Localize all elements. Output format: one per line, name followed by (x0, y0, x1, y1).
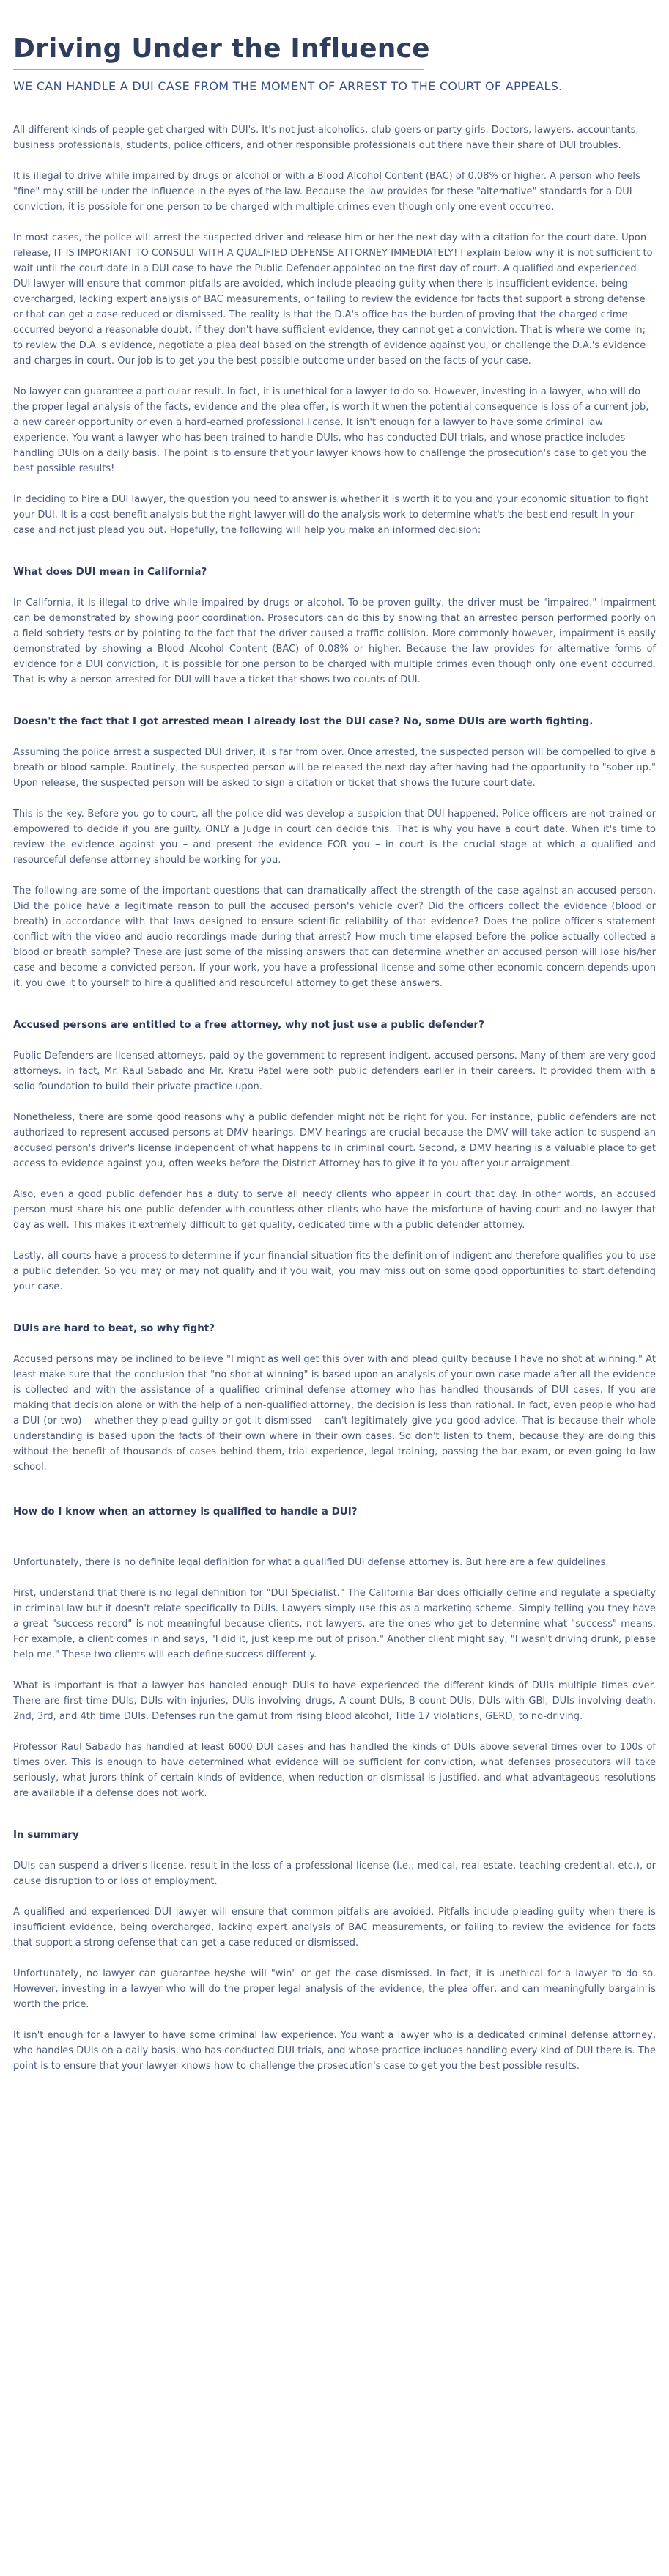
section-paragraph: Accused persons may be inclined to believe "I might as well get this over with and plead guilty because I have no shot at winning." At least make sure that the conclusion that "no shot at winning" is based upon an analysis of your own case made after all the evidence is collected and with the assistance of a qualified criminal defense attorney who has handled thousands of DUI cases. If you are making that decision alone or with the help of a non-qualified attorney, the decision is less than rational. In fact, even people who had a DUI (or two) – whether they plead guilty or got it dismissed – can't legitimately give you good advice. That is because their whole understanding is based upon the facts of their own where in their own cases. So don't listen to them, because they are doing this without the benefit of thousands of cases behind them, trial experience, legal training, passing the bar exam, or even going to law school. (13, 1354, 656, 1473)
section-paragraph: What is important is that a lawyer has handled enough DUIs to have experienced the different kinds of DUIs multiple times over. There are first time DUIs, DUIs with injuries, DUIs involving drugs, A-count DUIs, B-count DUIs, DUIs with GBI, DUIs involving death, 2nd, 3rd, and 4th time DUIs. Defenses run the gamut from rising blood alcohol, Title 17 violations, GERD, to no-driving. (13, 1680, 656, 1722)
section-paragraph: Professor Raul Sabado has handled at least 6000 DUI cases and has handled the kinds of DUIs above several times over to 100s of times over. This is enough to have determined what evidence will be sufficient for conviction, what defenses prosecutors will take seriously, what jurors think of certain kinds of evidence, when reduction or dismissal is justified, and what advantageous resolutions are available if a defense does not work. (13, 1742, 656, 1799)
title-divider (13, 69, 424, 70)
page-subtitle: WE CAN HANDLE A DUI CASE FROM THE MOMENT OF ARREST TO THE COURT OF APPEALS. (13, 79, 563, 93)
intro-paragraph: In deciding to hire a DUI lawyer, the question you need to answer is whether it is worth it to you and your economic situation to fight your DUI. It is a cost-benefit analysis but the right lawyer will do the analysis work to determine what's the best end result in your case and not just plead you out. Hopefully, the following will help you make an informed decision: (13, 494, 649, 536)
page-title: Driving Under the Influence (13, 34, 430, 64)
section-paragraph: Unfortunately, no lawyer can guarantee he/she will "win" or get the case dismissed. In fact, it is unethical for a lawyer to do so. However, investing in a lawyer who will do the proper legal analysis of the evidence, the plea offer, and can meaningfully bargain is worth the price. (13, 1968, 656, 2010)
section-paragraph: First, understand that there is no legal definition for "DUI Specialist." The California Bar does officially define and regulate a specialty in criminal law but it doesn't relate specifically to DUIs. Lawyers simply use this as a marketing scheme. Simply telling you they have a great "success record" is not meaningful because clients, not lawyers, are the ones who get to determine what "success" means. For example, a client comes in and says, "I did it, just keep me out of prison." Another client might say, "I wasn't driving drunk, please help me." These two clients will each define success differently. (13, 1588, 656, 1660)
section-paragraph: Assuming the police arrest a suspected DUI driver, it is far from over. Once arrested, the suspected person will be compelled to give a breath or blood sample. Routinely, the suspected person will be released the next day after having had the opportunity to "sober up." Upon release, the suspected person will be asked to sign a citation or ticket that shows the future court date. (13, 747, 656, 789)
section-heading: How do I know when an attorney is qualified to handle a DUI? (13, 1506, 358, 1517)
section-heading: DUIs are hard to beat, so why fight? (13, 1322, 215, 1334)
intro-paragraph: It is illegal to drive while impaired by drugs or alcohol or with a Blood Alcohol Content (BAC) of 0.08% or higher. A person who feels "fine" may still be under the influence in the eyes of the law. Because the law provides for these "alternative" standards for a DUI conviction, it is possible for one person to be charged with multiple crimes even though only one event occurred. (13, 171, 640, 213)
section-heading: In summary (13, 1829, 79, 1841)
intro-paragraph: No lawyer can guarantee a particular result. In fact, it is unethical for a lawyer to do so. However, investing in a lawyer, who will do the proper legal analysis of the facts, evidence and the plea offer, is worth it when the potential consequence is loss of a current job, a new career opportunity or even a hard-earned professional license. It isn't enough for a lawyer to have some criminal law experience. You want a lawyer who has been trained to handle DUIs, who has conducted DUI trials, and whose practice includes handling DUIs on a daily basis. The point is to ensure that your lawyer knows how to challenge the prosecution's case to get you the best possible results! (13, 386, 649, 474)
section-paragraph: In California, it is illegal to drive while impaired by drugs or alcohol. To be proven guilty, the driver must be "impaired." Impairment can be demonstrated by showing poor coordination. Prosecutors can do this by showing that an arrested person performed poorly on a field sobriety tests or by pointing to the fact that the driver caused a traffic collision. More commonly however, impairment is easily demonstrated by showing a Blood Alcohol Content (BAC) of 0.08% or higher. Because the law provides for alternative forms of evidence for a DUI conviction, it is possible for one person to be charged with multiple crimes even though only one event occurred. That is why a person arrested for DUI will have a ticket that shows two counts of DUI. (13, 597, 656, 685)
section-paragraph: Unfortunately, there is no definite legal definition for what a qualified DUI defense attorney is. But here are a few guidelines. (13, 1557, 609, 1568)
intro-paragraph: In most cases, the police will arrest the suspected driver and release him or her the next day with a citation for the court date. Upon release, IT IS IMPORTANT TO CONSULT WITH A QUALIFIED DEFENSE ATTORNEY IMMEDIATELY! I explain below why it is not sufficient to wait until the court date in a DUI case to have the Public Defender appointed on the first day of court. A qualified and experienced DUI lawyer will ensure that common pitfalls are avoided, which include pleading guilty when there is insufficient evidence, being overcharged, lacking expert analysis of BAC measurements, or failing to review the evidence for facts that support a strong defense or that can get a case reduced or dismissed. The reality is that the D.A's office has the burden of proving that the charged crime occurred beyond a reasonable doubt. If they don't have sufficient evidence, they cannot get a conviction. That is where we come in; to review the D.A.'s evidence, negotiate a plea deal based on the strength of evidence against you, or challenge the D.A.'s evidence and charges in court. Our job is to get you the best possible outcome under based on the facts of your case. (13, 232, 653, 367)
section-heading: What does DUI mean in California? (13, 566, 207, 578)
section-paragraph: This is the key. Before you go to court, all the police did was develop a suspicion that DUI happened. Police officers are not trained or empowered to decide if you are guilty. ONLY a Judge in court can decide this. That is why you have a court date. When it's time to review the evidence against you – and present the evidence FOR you – in court is the crucial stage at which a qualified and resourceful defense attorney should be working for you. (13, 809, 656, 866)
section-heading: Doesn't the fact that I got arrested mean I already lost the DUI case? No, some DUIs are worth fighting. (13, 715, 594, 727)
section-paragraph: It isn't enough for a lawyer to have some criminal law experience. You want a lawyer who is a dedicated criminal defense attorney, who handles DUIs on a daily basis, who has conducted DUI trials, and whose practice includes handling every kind of DUI there is. The point is to ensure that your lawyer knows how to challenge the prosecution's case to get you the best possible results. (13, 2030, 656, 2072)
section-paragraph: Nonetheless, there are some good reasons why a public defender might not be right for you. For instance, public defenders are not authorized to represent accused persons at DMV hearings. DMV hearings are crucial because the DMV will take action to suspend an accused person's driver's license independent of what happens to in criminal court. Second, a DMV hearing is a valuable place to get access to evidence against you, often weeks before the District Attorney has to give it to you after your arraignment. (13, 1112, 656, 1169)
article-body (13, 564, 656, 2074)
intro-paragraph: All different kinds of people get charged with DUI's. It's not just alcoholics, club-goers or party-girls. Doctors, lawyers, accountants, business professionals, students, police officers, and other responsible professionals out there have their share of DUI troubles. (13, 125, 639, 151)
intro-section (13, 122, 656, 538)
section-paragraph: A qualified and experienced DUI lawyer will ensure that common pitfalls are avoided. Pitfalls include pleading guilty when there is insufficient evidence, being overcharged, lacking expert analysis of BAC measurements, or failing to review the evidence for facts that support a strong defense that can get a case reduced or dismissed. (13, 1907, 656, 1948)
section-paragraph: Also, even a good public defender has a duty to serve all needy clients who appear in court that day. In other words, an accused person must share his one public defender with countless other clients who have the misfortune of having court and no lawyer that day as well. This makes it extremely difficult to get quality, dedicated time with a public defender attorney. (13, 1189, 656, 1231)
section-paragraph: Lastly, all courts have a process to determine if your financial situation fits the definition of indigent and therefore qualifies you to use a public defender. So you may or may not qualify and if you wait, you may miss out on some good opportunities to start defending your case. (13, 1251, 656, 1292)
section-paragraph: Public Defenders are licensed attorneys, paid by the government to represent indigent, accused persons. Many of them are very good attorneys. In fact, Mr. Raul Sabado and Mr. Kratu Patel were both public defenders earlier in their careers. It provided them with a solid foundation to build their private practice upon. (13, 1050, 656, 1092)
section-paragraph: The following are some of the important questions that can dramatically affect the strength of the case against an accused person. Did the police have a legitimate reason to pull the accused person's vehicle over? Did the officers collect the evidence (blood or breath) in accordance with that laws designed to ensure scientific reliability of that evidence? Does the police officer's statement conflict with the video and audio recordings made during that arrest? How much time elapsed before the police actually collected a blood or breath sample? These are just some of the missing answers that can determine whether an accused person will lose his/her case and become a convicted person. If your work, you have a professional license and some other economic concern depends upon it, you owe it to yourself to hire a qualified and resourceful attorney to get these answers. (13, 886, 656, 989)
section-paragraph: DUIs can suspend a driver's license, result in the loss of a professional license (i.e., medical, real estate, teaching credential, etc.), or cause disruption to or loss of employment. (13, 1861, 656, 1887)
section-heading: Accused persons are entitled to a free attorney, why not just use a public defender? (13, 1019, 484, 1031)
